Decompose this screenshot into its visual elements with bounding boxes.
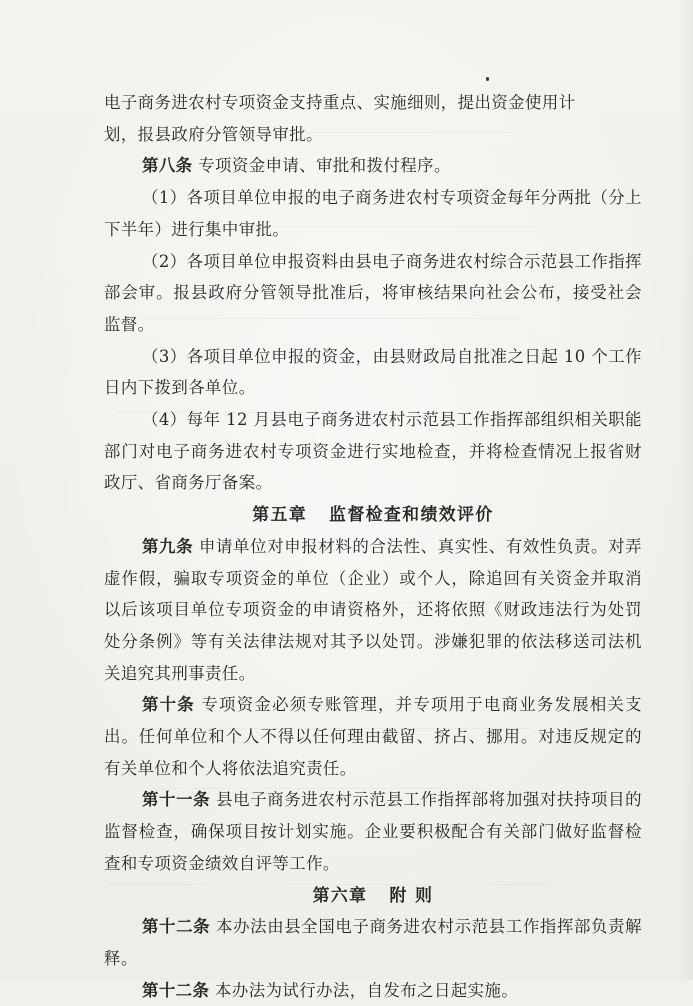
article-10-heading: 第十条 [142,695,195,715]
article-8-heading: 第八条 [142,156,193,176]
article-12a-body: 本办法由县全国电子商务进农村示范县工作指挥部负责解释。 [104,917,642,968]
article-9-heading: 第九条 [142,536,194,556]
article-11 [104,784,642,879]
article-8-item-2: （2）各项目单位申报资料由县电子商务进农村综合示范县工作指挥部会审。报县政府分管领导批准后，将审核结果向社会公布，接受社会监督。 [104,251,642,334]
article-9-body: 申请单位对申报材料的合法性、真实性、有效性负责。对弄虚作假，骗取专项资金的单位（企业）或个人，除追回有关资金并取消以后该项目单位专项资金的申请资格外，还将依照《财政违法行为处罚处分条例》等有关法律法规对其予以处罚。涉嫌犯罪的依法移送司法机关追究其刑事责任。 [104,536,642,683]
article-12-effective [104,975,642,1006]
ink-speck [486,77,489,81]
article-8-item-4: （4）每年 12 月县电子商务进农村示范县工作指挥部组织相关职能部门对电子商务进农村专项资金进行实地检查，并将检查情况上报省财政厅、省商务厅备案。 [104,410,642,493]
chapter-5-number: 第五章 [252,504,308,525]
document-body [104,87,642,1006]
article-8-item-3: （3）各项目单位申报的资金，由县财政局自批准之日起 10 个工作日内下拨到各单位。 [104,346,642,398]
article-10-body: 专项资金必须专账管理，并专项用于电商业务发展相关支出。任何单位和个人不得以任何理由截留、挤占、挪用。对违反规定的有关单位和个人将依法追究责任。 [104,695,642,778]
article-12-interpretation [104,911,642,974]
article-8 [104,150,642,182]
chapter-6-title: 附 则 [389,884,434,905]
continuation-line-1: 电子商务进农村专项资金支持重点、实施细则，提出资金使用计 [104,93,576,112]
article-12b-heading: 第十二条 [142,980,210,1000]
continuation-line-2: 划，报县政府分管领导审批。 [104,124,323,144]
chapter-5-title: 监督检查和绩效评价 [329,504,494,525]
article-9 [104,531,642,690]
chapter-6-number: 第六章 [312,884,368,905]
article-11-body: 县电子商务进农村示范县工作指挥部将加强对扶持项目的监督检查，确保项目按计划实施。企业要积极配合有关部门做好监督检查和专项资金绩效自评等工作。 [104,790,642,873]
article-8-body: 专项资金申请、审批和拨付程序。 [198,156,451,176]
article-8-item-1: （1）各项目单位申报的电子商务进农村专项资金每年分两批（分上下半年）进行集中审批。 [104,188,642,239]
article-12b-body: 本办法为试行办法，自发布之日起实施。 [215,980,519,1000]
article-12a-heading: 第十二条 [142,917,211,937]
scan-edge-shadow [679,0,693,980]
chapter-5-heading [104,499,642,531]
article-11-heading: 第十一条 [142,790,211,810]
article-10 [104,689,642,784]
chapter-6-heading [104,880,642,912]
paragraph-continuation [104,87,642,150]
